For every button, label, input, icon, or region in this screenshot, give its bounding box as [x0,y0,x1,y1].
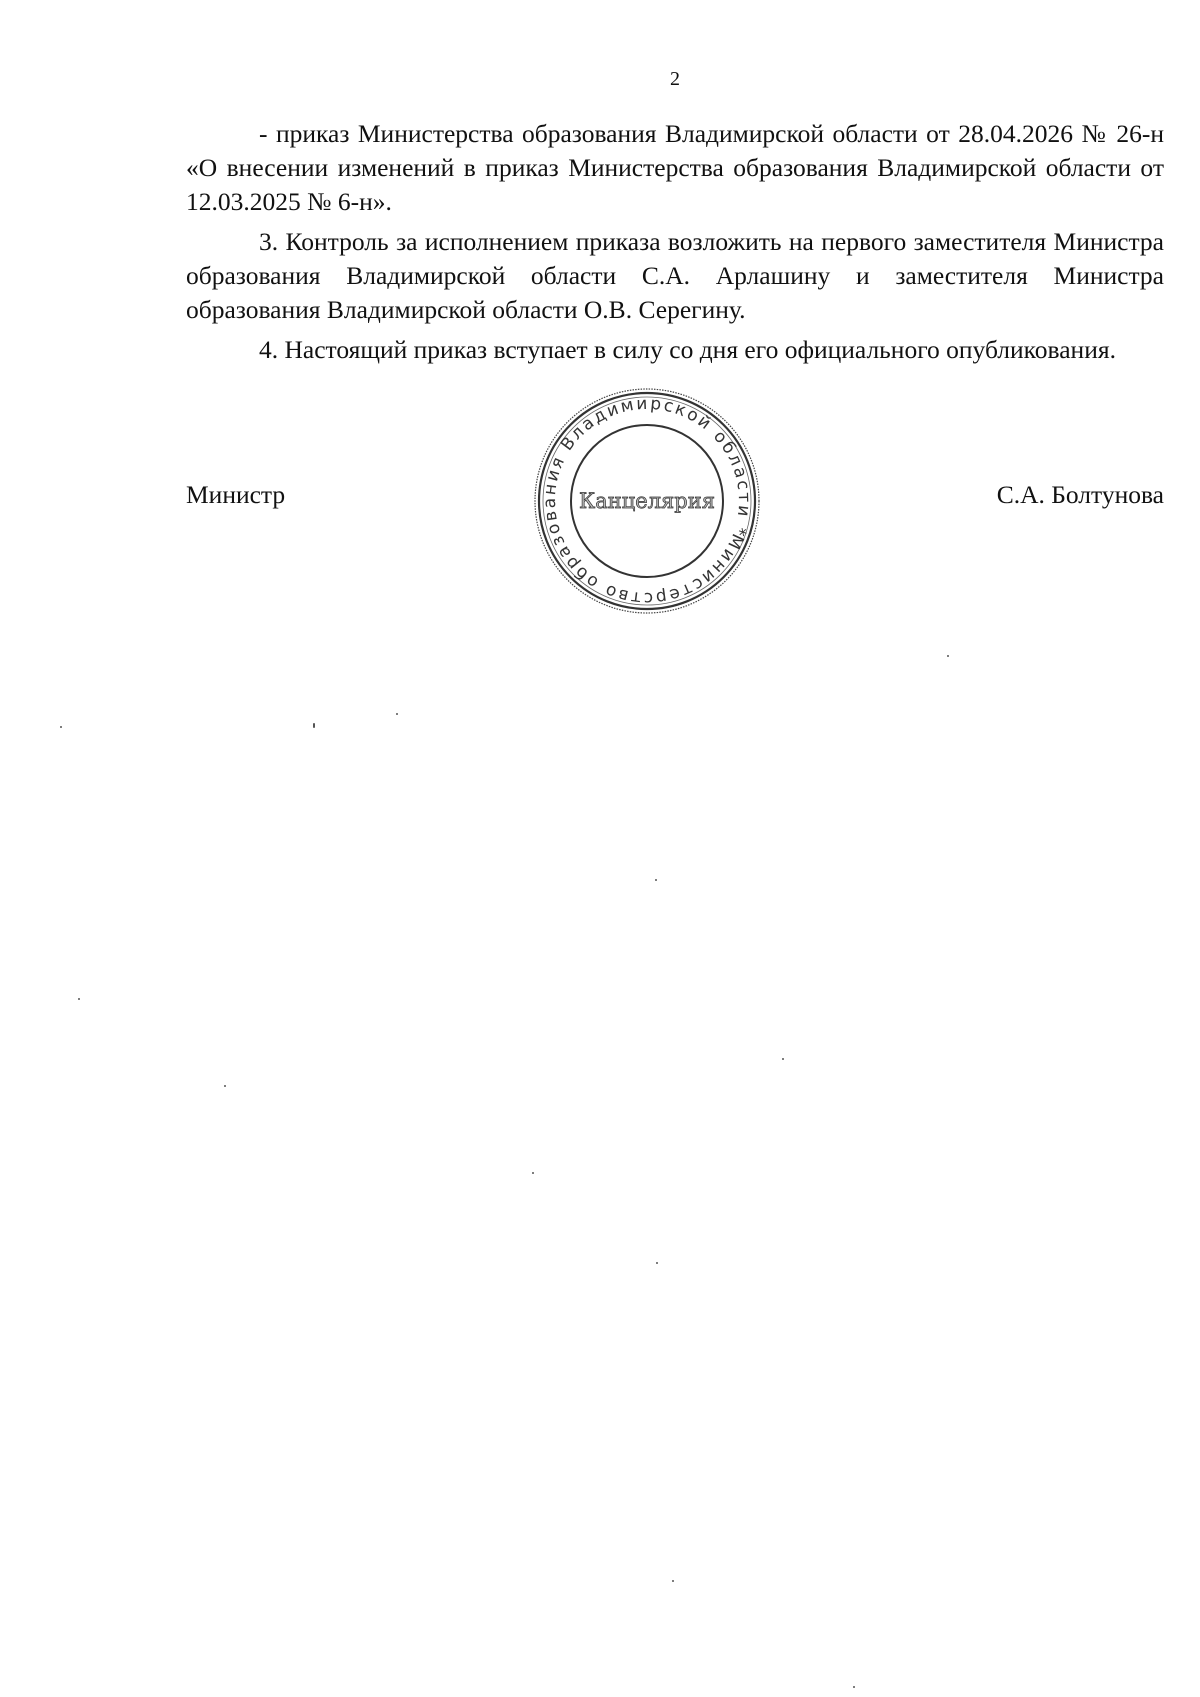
scan-speck [853,1686,855,1688]
paragraph-control: 3. Контроль за исполнением приказа возложить на первого заместителя Министра образования Владимирской области С.А. Арлашину и заместителя Министра образования Владимирской области О.В. Серегину. [186,227,1164,324]
scan-speck [313,723,315,728]
scan-speck [947,655,949,657]
paragraph-amended-order: - приказ Министерства образования Владимирской области от 28.04.2026 № 26-н «О внесении изменений в приказ Министерства образования Владимирской области от 12.03.2025 № 6-н». [186,119,1164,216]
signatory-name: С.А. Болтунова [996,480,1164,509]
scan-speck [655,879,657,881]
official-seal [532,386,762,616]
scan-speck [78,998,80,1000]
paragraph-effective-date: 4. Настоящий приказ вступает в силу со дня его официального опубликования. [259,335,1116,364]
scan-speck [224,1085,226,1087]
signatory-title: Министр [186,480,286,509]
scan-speck [656,1262,658,1264]
scan-speck [782,1058,784,1060]
scan-speck [532,1172,534,1174]
scan-speck [396,713,398,715]
seal-ring-text: Министерство образования Владимирской области * [539,393,755,609]
scan-speck [672,1580,674,1582]
seal-graphic [532,386,762,616]
page-number: 2 [670,68,680,90]
seal-center-text: Канцелярия [579,489,715,513]
scan-speck [60,726,62,728]
document-body [186,117,1164,373]
